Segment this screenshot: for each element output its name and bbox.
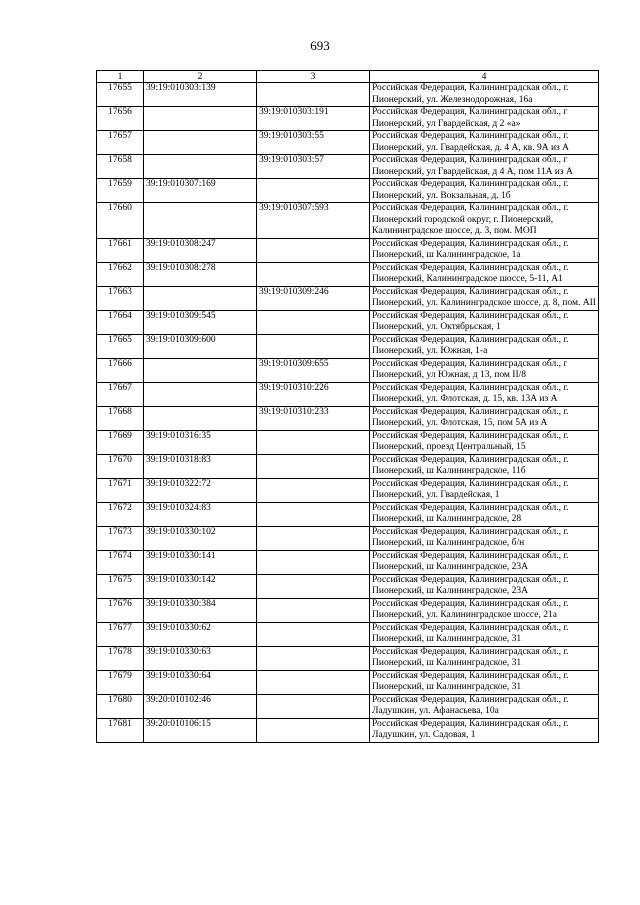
table-row: [97, 83, 599, 107]
cadastral-number-cell: 39:19:010308:278: [144, 262, 257, 286]
table-row: [97, 574, 599, 598]
premises-number-cell: [257, 430, 370, 454]
cadastral-number-cell: 39:19:010309:545: [144, 310, 257, 334]
table-body: [97, 83, 599, 743]
row-number-cell: 17668: [97, 406, 144, 430]
row-number-cell: 17655: [97, 83, 144, 107]
cadastral-number-cell: [144, 406, 257, 430]
row-number-cell: 17658: [97, 155, 144, 179]
premises-number-cell: [257, 83, 370, 107]
cadastral-number-cell: 39:19:010318:83: [144, 454, 257, 478]
cadastral-number-cell: [144, 382, 257, 406]
premises-number-cell: [257, 478, 370, 502]
premises-number-cell: [257, 670, 370, 694]
page-number: 693: [310, 38, 330, 53]
address-cell: Российская Федерация, Калининградская обл., г. Пионерский, ш Калининградское, 23А: [370, 550, 599, 574]
table-header: [97, 71, 599, 83]
table-row: [97, 718, 599, 742]
row-number-cell: 17677: [97, 622, 144, 646]
premises-number-cell: 39:19:010307:593: [257, 203, 370, 239]
cadastral-number-cell: 39:19:010330:384: [144, 598, 257, 622]
premises-number-cell: [257, 526, 370, 550]
row-number-cell: 17664: [97, 310, 144, 334]
address-cell: Российская Федерация, Калининградская обл., г. Пионерский городской округ, г. Пионерский, Калининградское шоссе, д. 3, пом. МОП: [370, 203, 599, 239]
header-col-3: 3: [257, 71, 370, 83]
cadastral-number-cell: [144, 286, 257, 310]
premises-number-cell: [257, 646, 370, 670]
address-cell: Российская Федерация, Калининградская обл., г. Пионерский, ул. Калининградское шоссе, д. 8, пом. АII: [370, 286, 599, 310]
cadastral-number-cell: 39:19:010309:600: [144, 334, 257, 358]
table-row: [97, 382, 599, 406]
premises-number-cell: [257, 502, 370, 526]
row-number-cell: 17681: [97, 718, 144, 742]
address-cell: Российская Федерация, Калининградская обл., г. Пионерский, ул. Флотская, 15, пом 5А из А: [370, 406, 599, 430]
premises-number-cell: 39:19:010310:226: [257, 382, 370, 406]
table-row: [97, 358, 599, 382]
row-number-cell: 17678: [97, 646, 144, 670]
cadastral-number-cell: 39:19:010303:139: [144, 83, 257, 107]
row-number-cell: 17666: [97, 358, 144, 382]
cadastral-number-cell: [144, 203, 257, 239]
premises-number-cell: 39:19:010310:233: [257, 406, 370, 430]
premises-number-cell: [257, 334, 370, 358]
premises-number-cell: [257, 179, 370, 203]
premises-number-cell: 39:19:010303:55: [257, 131, 370, 155]
cadastral-number-cell: 39:19:010308:247: [144, 238, 257, 262]
address-cell: Российская Федерация, Калининградская обл., г. Ладушкин, ул. Садовая, 1: [370, 718, 599, 742]
premises-number-cell: 39:19:010303:57: [257, 155, 370, 179]
table-row: [97, 694, 599, 718]
cadastral-number-cell: 39:19:010316:35: [144, 430, 257, 454]
table-row: [97, 502, 599, 526]
cadastral-number-cell: 39:20:010106:15: [144, 718, 257, 742]
table-row: [97, 454, 599, 478]
table-row: [97, 430, 599, 454]
row-number-cell: 17676: [97, 598, 144, 622]
table-row: [97, 550, 599, 574]
address-cell: Российская Федерация, Калининградская обл., г. Пионерский, ш Калининградское, 11б: [370, 454, 599, 478]
premises-number-cell: [257, 694, 370, 718]
cadastral-number-cell: [144, 358, 257, 382]
address-cell: Российская Федерация, Калининградская обл., г. Пионерский, ул. Южная, 1-а: [370, 334, 599, 358]
table-row: [97, 286, 599, 310]
address-cell: Российская Федерация, Калининградская обл., г. Пионерский, ул. Калининградское шоссе, 21а: [370, 598, 599, 622]
row-number-cell: 17673: [97, 526, 144, 550]
row-number-cell: 17660: [97, 203, 144, 239]
address-cell: Российская Федерация, Калининградская обл., г. Пионерский, ул. Железнодорожная, 16а: [370, 83, 599, 107]
address-cell: Российская Федерация, Калининградская обл., г Пионерский, ул Гвардейская, д 2 «а»: [370, 107, 599, 131]
table-row: [97, 478, 599, 502]
table-row: [97, 179, 599, 203]
address-cell: Российская Федерация, Калининградская обл., г. Пионерский, ш Калининградское, 31: [370, 646, 599, 670]
row-number-cell: 17674: [97, 550, 144, 574]
address-cell: Российская Федерация, Калининградская обл., г. Пионерский, ул. Гвардейская, 1: [370, 478, 599, 502]
table-row: [97, 238, 599, 262]
row-number-cell: 17669: [97, 430, 144, 454]
cadastral-number-cell: [144, 107, 257, 131]
row-number-cell: 17662: [97, 262, 144, 286]
cadastral-number-cell: [144, 131, 257, 155]
table-row: [97, 646, 599, 670]
address-cell: Российская Федерация, Калининградская обл., г. Пионерский, ш Калининградское, 31: [370, 670, 599, 694]
header-col-2: 2: [144, 71, 257, 83]
table-row: [97, 107, 599, 131]
address-cell: Российская Федерация, Калининградская обл., г. Пионерский, ул. Октябрьская, 1: [370, 310, 599, 334]
table-row: [97, 598, 599, 622]
row-number-cell: 17667: [97, 382, 144, 406]
address-cell: Российская Федерация, Калининградская обл., г. Пионерский, ш Калининградское, 31: [370, 622, 599, 646]
premises-number-cell: [257, 550, 370, 574]
cadastral-number-cell: 39:19:010330:102: [144, 526, 257, 550]
cadastral-number-cell: 39:19:010307:169: [144, 179, 257, 203]
address-cell: Российская Федерация, Калининградская обл., г. Пионерский, ул. Гвардейская, д. 4 А, кв. 9А из А: [370, 131, 599, 155]
cadastral-number-cell: 39:19:010330:64: [144, 670, 257, 694]
row-number-cell: 17670: [97, 454, 144, 478]
row-number-cell: 17661: [97, 238, 144, 262]
row-number-cell: 17656: [97, 107, 144, 131]
premises-number-cell: [257, 718, 370, 742]
address-cell: Российская Федерация, Калининградская обл., г Пионерский, ул Южная, д 13, пом II/8: [370, 358, 599, 382]
row-number-cell: 17679: [97, 670, 144, 694]
cadastral-number-cell: 39:19:010324:83: [144, 502, 257, 526]
table-row: [97, 310, 599, 334]
row-number-cell: 17672: [97, 502, 144, 526]
registry-table: [96, 70, 599, 743]
address-cell: Российская Федерация, Калининградская обл., г. Пионерский, ш Калининградское, б/н: [370, 526, 599, 550]
address-cell: Российская Федерация, Калининградская обл., г. Пионерский, проезд Центральный, 15: [370, 430, 599, 454]
premises-number-cell: 39:19:010309:655: [257, 358, 370, 382]
cadastral-number-cell: [144, 155, 257, 179]
row-number-cell: 17675: [97, 574, 144, 598]
premises-number-cell: 39:19:010303:191: [257, 107, 370, 131]
row-number-cell: 17680: [97, 694, 144, 718]
table-row: [97, 203, 599, 239]
address-cell: Российская Федерация, Калининградская обл., г. Ладушкин, ул. Афанасьева, 10а: [370, 694, 599, 718]
premises-number-cell: [257, 574, 370, 598]
premises-number-cell: [257, 262, 370, 286]
address-cell: Российская Федерация, Калининградская обл., г. Пионерский, ш Калининградское, 28: [370, 502, 599, 526]
cadastral-number-cell: 39:20:010102:46: [144, 694, 257, 718]
cadastral-number-cell: 39:19:010322:72: [144, 478, 257, 502]
header-col-1: 1: [97, 71, 144, 83]
cadastral-number-cell: 39:19:010330:62: [144, 622, 257, 646]
address-cell: Российская Федерация, Калининградская обл., г. Пионерский, Калининградское шоссе, 5-11, А1: [370, 262, 599, 286]
address-cell: Российская Федерация, Калининградская обл., г Пионерский, ул Гвардейская, д 4 А, пом 11А из А: [370, 155, 599, 179]
table-row: [97, 670, 599, 694]
cadastral-number-cell: 39:19:010330:142: [144, 574, 257, 598]
header-row: [97, 71, 599, 83]
table-row: [97, 155, 599, 179]
premises-number-cell: 39:19:010309:246: [257, 286, 370, 310]
premises-number-cell: [257, 598, 370, 622]
premises-number-cell: [257, 622, 370, 646]
row-number-cell: 17657: [97, 131, 144, 155]
table-row: [97, 131, 599, 155]
premises-number-cell: [257, 238, 370, 262]
premises-number-cell: [257, 454, 370, 478]
row-number-cell: 17665: [97, 334, 144, 358]
header-col-4: 4: [370, 71, 599, 83]
table-row: [97, 334, 599, 358]
cadastral-number-cell: 39:19:010330:63: [144, 646, 257, 670]
table-row: [97, 262, 599, 286]
row-number-cell: 17659: [97, 179, 144, 203]
address-cell: Российская Федерация, Калининградская обл., г. Пионерский, ш Калининградское, 1а: [370, 238, 599, 262]
address-cell: Российская Федерация, Калининградская обл., г. Пионерский, ш Калининградское, 23А: [370, 574, 599, 598]
table-row: [97, 406, 599, 430]
table-row: [97, 622, 599, 646]
address-cell: Российская Федерация, Калининградская обл., г. Пионерский, ул. Вокзальная, д. 1б: [370, 179, 599, 203]
premises-number-cell: [257, 310, 370, 334]
cadastral-number-cell: 39:19:010330:141: [144, 550, 257, 574]
address-cell: Российская Федерация, Калининградская обл., г. Пионерский, ул. Флотская, д. 15, кв. 13А из А: [370, 382, 599, 406]
row-number-cell: 17671: [97, 478, 144, 502]
table-row: [97, 526, 599, 550]
row-number-cell: 17663: [97, 286, 144, 310]
